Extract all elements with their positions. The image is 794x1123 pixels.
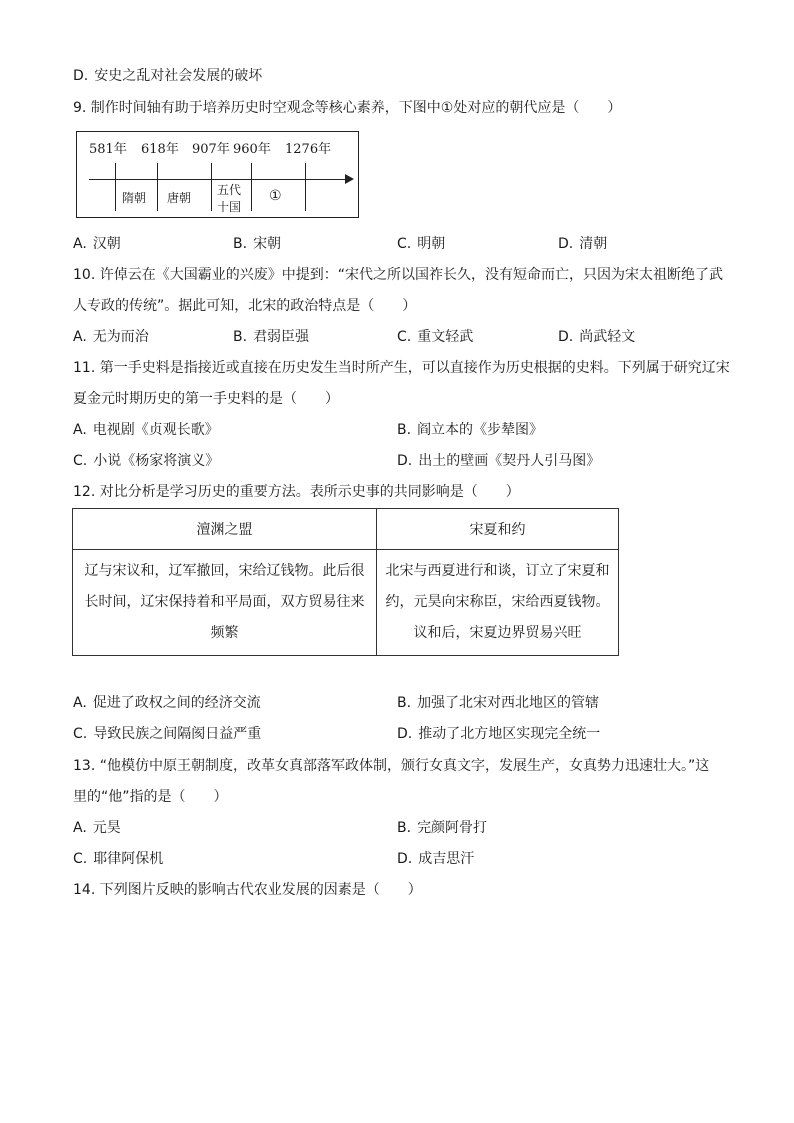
option-letter: A. bbox=[73, 820, 87, 836]
table-cell-line: 北宋与西夏进行和谈，订立了宋夏和 bbox=[385, 563, 610, 579]
option-letter: D. bbox=[558, 236, 574, 252]
q10-stem-line-2: 人专政的传统”。据此可知，北宋的政治特点是（ ） bbox=[73, 298, 417, 314]
option-text: 加强了北宋对西北地区的管辖 bbox=[417, 695, 600, 711]
option-text: 成吉思汗 bbox=[418, 851, 475, 867]
timeline-tick bbox=[157, 163, 158, 211]
q13-option-d[interactable] bbox=[397, 849, 474, 869]
q10-option-a[interactable] bbox=[73, 327, 149, 347]
option-text: 无为而治 bbox=[92, 329, 149, 345]
timeline-era-shiguo: 十国 bbox=[217, 200, 242, 214]
q12-comparison-table bbox=[72, 508, 619, 656]
table-cell-line: 长时间，辽宋保持着和平局面，双方贸易往来 bbox=[84, 594, 365, 610]
option-text: 明朝 bbox=[417, 236, 446, 252]
q8-option-d bbox=[73, 66, 262, 86]
table-cell-line: 议和后，宋夏边界贸易兴旺 bbox=[413, 625, 582, 641]
timeline-era-blank: ① bbox=[269, 188, 282, 204]
table-row bbox=[73, 550, 619, 656]
table-cell-line: 频繁 bbox=[210, 625, 239, 641]
option-text: 元昊 bbox=[92, 820, 121, 836]
q11-option-c[interactable] bbox=[73, 451, 219, 471]
q13-stem-line-2: 里的“他”指的是（ ） bbox=[73, 789, 228, 805]
option-letter: A. bbox=[73, 329, 87, 345]
table-cell-line: 约，元昊向宋称臣，宋给西夏钱物。 bbox=[385, 594, 610, 610]
q10-option-b[interactable] bbox=[233, 327, 309, 347]
q12-stem: 12. 对比分析是学习历史的重要方法。表所示史事的共同影响是（ ） bbox=[73, 484, 520, 500]
option-letter: C. bbox=[73, 726, 88, 742]
timeline-tick bbox=[251, 163, 252, 211]
q13-stem-line-1: 13. “他模仿中原王朝制度，改革女真部落军政体制，颁行女真文字，发展生产，女真势力迅速壮大。”这 bbox=[73, 758, 710, 774]
option-text: 宋朝 bbox=[253, 236, 282, 252]
timeline-axis bbox=[89, 179, 347, 180]
option-text: 电视剧《贞观长歌》 bbox=[92, 422, 219, 438]
option-letter: D. bbox=[397, 851, 413, 867]
option-letter: C. bbox=[397, 329, 412, 345]
q13-option-b[interactable] bbox=[397, 818, 487, 838]
option-letter: C. bbox=[73, 453, 88, 469]
option-text: 清朝 bbox=[579, 236, 608, 252]
table-header-cell: 宋夏和约 bbox=[377, 509, 619, 550]
timeline-year: 907年 bbox=[192, 142, 230, 157]
q9-stem: 9. 制作时间轴有助于培养历史时空观念等核心素养，下图中①处对应的朝代应是（ ） bbox=[73, 100, 622, 116]
table-header-cell: 澶渊之盟 bbox=[73, 509, 377, 550]
q9-option-b[interactable] bbox=[233, 234, 281, 254]
option-letter: B. bbox=[397, 695, 412, 711]
q14-stem: 14. 下列图片反映的影响古代农业发展的因素是（ ） bbox=[73, 882, 422, 898]
option-text: 耶律阿保机 bbox=[93, 851, 164, 867]
table-cell bbox=[73, 550, 377, 656]
option-letter: A. bbox=[73, 422, 87, 438]
q13-option-c[interactable] bbox=[73, 849, 163, 869]
q9-timeline-figure bbox=[76, 131, 359, 218]
q12-option-d[interactable] bbox=[397, 724, 600, 744]
option-text: 出土的壁画《契丹人引马图》 bbox=[418, 453, 601, 469]
timeline-year: 581年 bbox=[89, 142, 127, 157]
option-letter: D. bbox=[558, 329, 574, 345]
option-letter: B. bbox=[397, 820, 412, 836]
timeline-year: 1276年 bbox=[285, 142, 332, 157]
option-letter: D. bbox=[397, 726, 413, 742]
option-text: 君弱臣强 bbox=[253, 329, 310, 345]
q9-option-d[interactable] bbox=[558, 234, 607, 254]
q10-option-d[interactable] bbox=[558, 327, 635, 347]
table-cell bbox=[377, 550, 619, 656]
option-letter: D. bbox=[397, 453, 413, 469]
option-letter: B. bbox=[233, 329, 248, 345]
timeline-era-tang: 唐朝 bbox=[167, 191, 192, 205]
q12-option-b[interactable] bbox=[397, 693, 599, 713]
option-text: 重文轻武 bbox=[417, 329, 474, 345]
option-text: 促进了政权之间的经济交流 bbox=[92, 695, 261, 711]
timeline-year: 960年 bbox=[233, 142, 271, 157]
timeline-tick bbox=[115, 163, 116, 211]
option-letter: B. bbox=[233, 236, 248, 252]
option-letter: D. bbox=[73, 68, 89, 84]
option-text: 安史之乱对社会发展的破坏 bbox=[94, 68, 263, 84]
q12-option-c[interactable] bbox=[73, 724, 261, 744]
option-text: 汉朝 bbox=[92, 236, 121, 252]
option-text: 完颜阿骨打 bbox=[417, 820, 488, 836]
timeline-era-wudai: 五代 bbox=[217, 183, 242, 197]
q12-option-a[interactable] bbox=[73, 693, 261, 713]
q9-option-c[interactable] bbox=[397, 234, 445, 254]
option-letter: B. bbox=[397, 422, 412, 438]
timeline-arrow-icon bbox=[345, 174, 354, 184]
timeline-tick bbox=[211, 163, 212, 211]
q10-option-c[interactable] bbox=[397, 327, 473, 347]
option-text: 导致民族之间隔阂日益严重 bbox=[93, 726, 262, 742]
option-letter: C. bbox=[73, 851, 88, 867]
option-letter: A. bbox=[73, 695, 87, 711]
q11-option-a[interactable] bbox=[73, 420, 219, 440]
table-cell-line: 辽与宋议和，辽军撤回，宋给辽钱物。此后很 bbox=[84, 563, 365, 579]
option-text: 尚武轻文 bbox=[579, 329, 636, 345]
option-letter: C. bbox=[397, 236, 412, 252]
option-letter: A. bbox=[73, 236, 87, 252]
timeline-tick bbox=[305, 163, 306, 211]
option-text: 小说《杨家将演义》 bbox=[93, 453, 220, 469]
q11-stem-line-1: 11. 第一手史料是指接近或直接在历史发生当时所产生，可以直接作为历史根据的史料。下列属于研究辽宋 bbox=[73, 360, 730, 376]
option-text: 推动了北方地区实现完全统一 bbox=[418, 726, 601, 742]
q11-option-d[interactable] bbox=[397, 451, 600, 471]
q13-option-a[interactable] bbox=[73, 818, 121, 838]
q11-option-b[interactable] bbox=[397, 420, 543, 440]
option-text: 阎立本的《步辇图》 bbox=[417, 422, 544, 438]
table-header-row bbox=[73, 509, 619, 550]
q10-stem-line-1: 10. 许倬云在《大国霸业的兴废》中提到：“宋代之所以国祚长久，没有短命而亡，只因为宋太祖断绝了武 bbox=[73, 267, 723, 283]
timeline-year: 618年 bbox=[141, 142, 179, 157]
timeline-era-sui: 隋朝 bbox=[122, 191, 147, 205]
q11-stem-line-2: 夏金元时期历史的第一手史料的是（ ） bbox=[73, 391, 339, 407]
q9-option-a[interactable] bbox=[73, 234, 121, 254]
